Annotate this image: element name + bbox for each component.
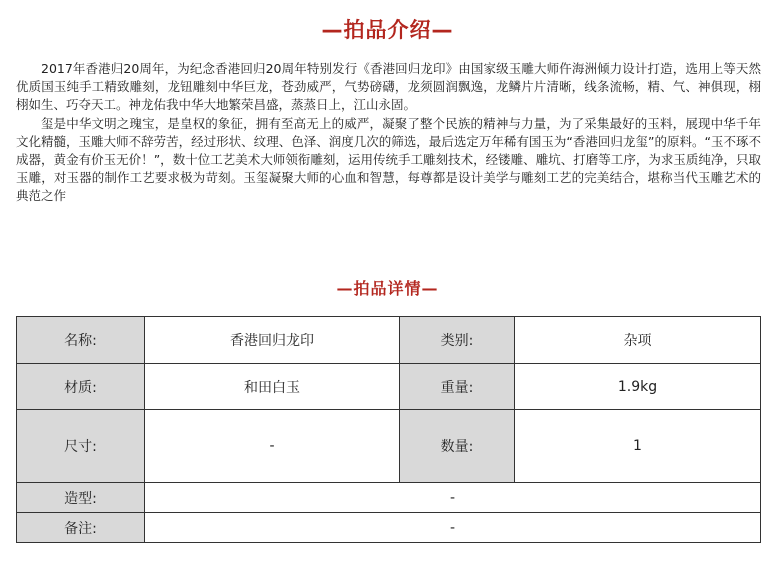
intro-section-title: —拍品介绍— (321, 18, 454, 42)
weight-label: 重量: (400, 364, 515, 410)
table-row (17, 364, 761, 410)
shape-label: 造型: (17, 483, 145, 513)
table-row (17, 410, 761, 483)
name-label: 名称: (17, 317, 145, 364)
intro-paragraph-2: 玺是中华文明之瑰宝，是皇权的象征，拥有至高无上的威严，凝聚了整个民族的精神与力量，为了采集最好的玉料，展现中华千年文化精髓，玉雕大师不辞劳苦，经过形状、纹理、色泽、润度几次的筛选，最后选定万年稀有国玉为“香港回归龙玺”的原料。“玉不琢不成器，黄金有价玉无价！”，数十位工艺美术大师领衔雕刻，运用传统手工雕刻技术，经镂雕、雕坑、打磨等工序，为求玉质纯净，只取玉雕，对玉器的制作工艺要求极为苛刻。玉玺凝聚大师的心血和智慧，每尊都是设计美学与雕刻工艺的完美结合，堪称当代玉雕艺术的典范之作 (16, 115, 761, 204)
intro-text (16, 60, 761, 206)
quantity-value: 1 (515, 410, 761, 483)
size-value: - (145, 410, 400, 483)
intro-paragraph-1: 2017年香港归20周年，为纪念香港回归20周年特别发行《香港回归龙印》由国家级玉雕大师仵海洲倾力设计打造，选用上等天然优质国玉纯手工精致雕刻，龙钮雕刻中华巨龙，苍劲威严，气势磅礴，龙须圆润飘逸，龙鳞片片清晰，线条流畅，精、气、神俱现，栩栩如生、巧夺天工。神龙佑我中华大地繁荣昌盛，蒸蒸日上，江山永固。 (16, 61, 761, 113)
weight-value: 1.9kg (515, 364, 761, 410)
details-section-title: —拍品详情— (336, 279, 439, 298)
category-value: 杂项 (515, 317, 761, 364)
quantity-label: 数量: (400, 410, 515, 483)
size-label: 尺寸: (17, 410, 145, 483)
table-row (17, 317, 761, 364)
name-value: 香港回归龙印 (145, 317, 400, 364)
table-row (17, 483, 761, 513)
category-label: 类别: (400, 317, 515, 364)
notes-label: 备注: (17, 513, 145, 543)
notes-value: - (145, 513, 761, 543)
shape-value: - (145, 483, 761, 513)
material-value: 和田白玉 (145, 364, 400, 410)
material-label: 材质: (17, 364, 145, 410)
details-table (16, 316, 761, 543)
table-row (17, 513, 761, 543)
